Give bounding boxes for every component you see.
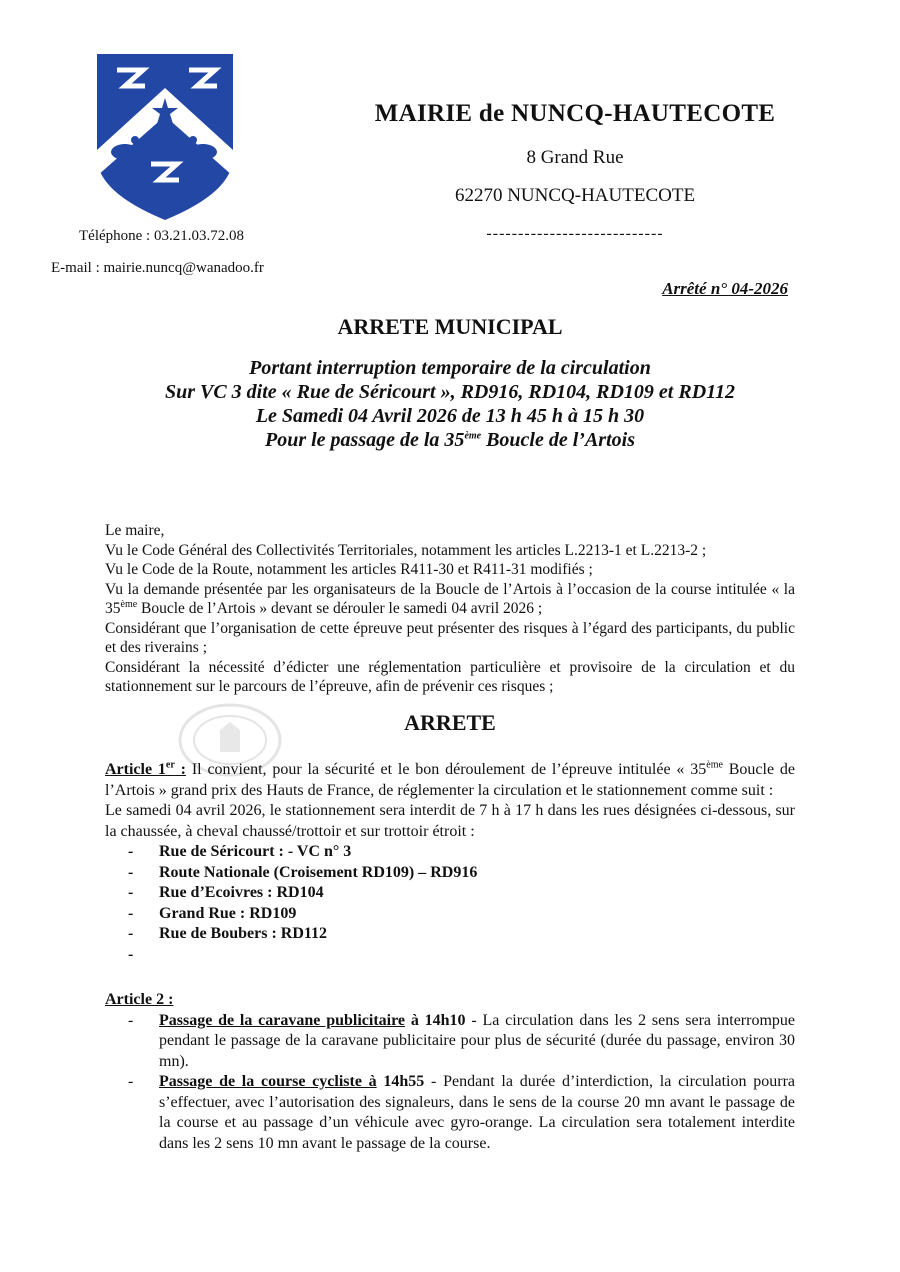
arrete-heading: ARRETE bbox=[404, 710, 496, 735]
subtitle-line-4: Pour le passage de la 35ème Boucle de l’Artois bbox=[265, 429, 635, 451]
list-item: - Rue de Boubers : RD112 bbox=[128, 924, 795, 945]
email: E-mail : mairie.nuncq@wanadoo.fr bbox=[51, 260, 264, 276]
visa-cgct: Vu le Code Général des Collectivités Territoriales, notamment les articles L.2213-1 et L.2213-2 ; bbox=[105, 541, 707, 559]
list-item: - Passage de la course cycliste à 14h55 - Pendant la durée d’interdiction, la circulation pourra s’effectuer, avec l’autorisation des signaleurs, dans le sens de la course 20 mn avant le passage de la course et au passage d’un véhicule avec gyro-orange. La circulation sera totalement interdite dans les 2 sens 10 mn avant le passage de la course. bbox=[128, 1072, 795, 1154]
considerant-reglementation: Considérant la nécessité d’édicter une réglementation particulière et provisoire de la circulation et du stationnement sur le parcours de l’épreuve, afin de prévenir ces risques ; bbox=[105, 658, 795, 695]
arrete-number: Arrêté n° 04-2026 bbox=[662, 279, 788, 298]
considerant-risques: Considérant que l’organisation de cette épreuve peut présenter des risques à l’égard des participants, du public et des riverains ; bbox=[105, 619, 795, 656]
list-item: - Passage de la caravane publicitaire à 14h10 - La circulation dans les 2 sens sera interrompue pendant le passage de la caravane publicitaire pour plus de sécurité (durée du passage, environ 30 mn). bbox=[128, 1011, 795, 1073]
subtitle-line-3: Le Samedi 04 Avril 2026 de 13 h 45 h à 15 h 30 bbox=[255, 405, 645, 427]
subtitle-line-2: Sur VC 3 dite « Rue de Séricourt », RD916, RD104, RD109 et RD112 bbox=[164, 381, 736, 403]
list-item bbox=[128, 945, 795, 966]
visa-demande: Vu la demande présentée par les organisateurs de la Boucle de l’Artois à l’occasion de la course intitulée « la 35ème Boucle de l’Artois » devant se dérouler le samedi 04 avril 2026 ; bbox=[105, 580, 795, 617]
visas-block bbox=[105, 521, 795, 697]
coat-of-arms-icon bbox=[95, 52, 235, 222]
street-list bbox=[105, 842, 795, 965]
article-1-label: Article 1er : bbox=[105, 759, 186, 778]
telephone: Téléphone : 03.21.03.72.08 bbox=[79, 228, 244, 244]
mairie-title: MAIRIE de NUNCQ-HAUTECOTE bbox=[374, 100, 776, 127]
subtitle-block bbox=[0, 356, 900, 452]
article-1 bbox=[105, 760, 795, 965]
page-title: ARRETE MUNICIPAL bbox=[337, 314, 563, 339]
address-street: 8 Grand Rue bbox=[526, 147, 624, 168]
list-item: - Route Nationale (Croisement RD109) – RD916 bbox=[128, 863, 795, 884]
visa-maire: Le maire, bbox=[105, 522, 165, 539]
address-city: 62270 NUNCQ-HAUTECOTE bbox=[454, 185, 696, 206]
article-1-parking: Le samedi 04 avril 2026, le stationnement sera interdit de 7 h à 17 h dans les rues désignées ci-dessous, sur la chaussée, à cheval chaussé/trottoir et sur trottoir étroit : bbox=[105, 802, 795, 840]
list-item: - Rue d’Ecoivres : RD104 bbox=[128, 883, 795, 904]
article-2-list bbox=[105, 1011, 795, 1155]
article-2 bbox=[105, 990, 795, 1154]
subtitle-line-1: Portant interruption temporaire de la circulation bbox=[249, 357, 651, 379]
visa-code-route: Vu le Code de la Route, notamment les articles R411-30 et R411-31 modifiés ; bbox=[105, 561, 593, 578]
article-2-label: Article 2 : bbox=[105, 991, 174, 1008]
article-1-intro: Article 1er : Il convient, pour la sécurité et le bon déroulement de l’épreuve intitulée « 35ème Boucle de l’Artois » grand prix des Hauts de France, de réglementer la circulation et le stationnement comme suit : bbox=[105, 759, 796, 799]
separator: ---------------------------- bbox=[486, 225, 664, 242]
list-item: - Rue de Séricourt : - VC n° 3 bbox=[128, 842, 795, 863]
list-item: - Grand Rue : RD109 bbox=[128, 904, 795, 925]
